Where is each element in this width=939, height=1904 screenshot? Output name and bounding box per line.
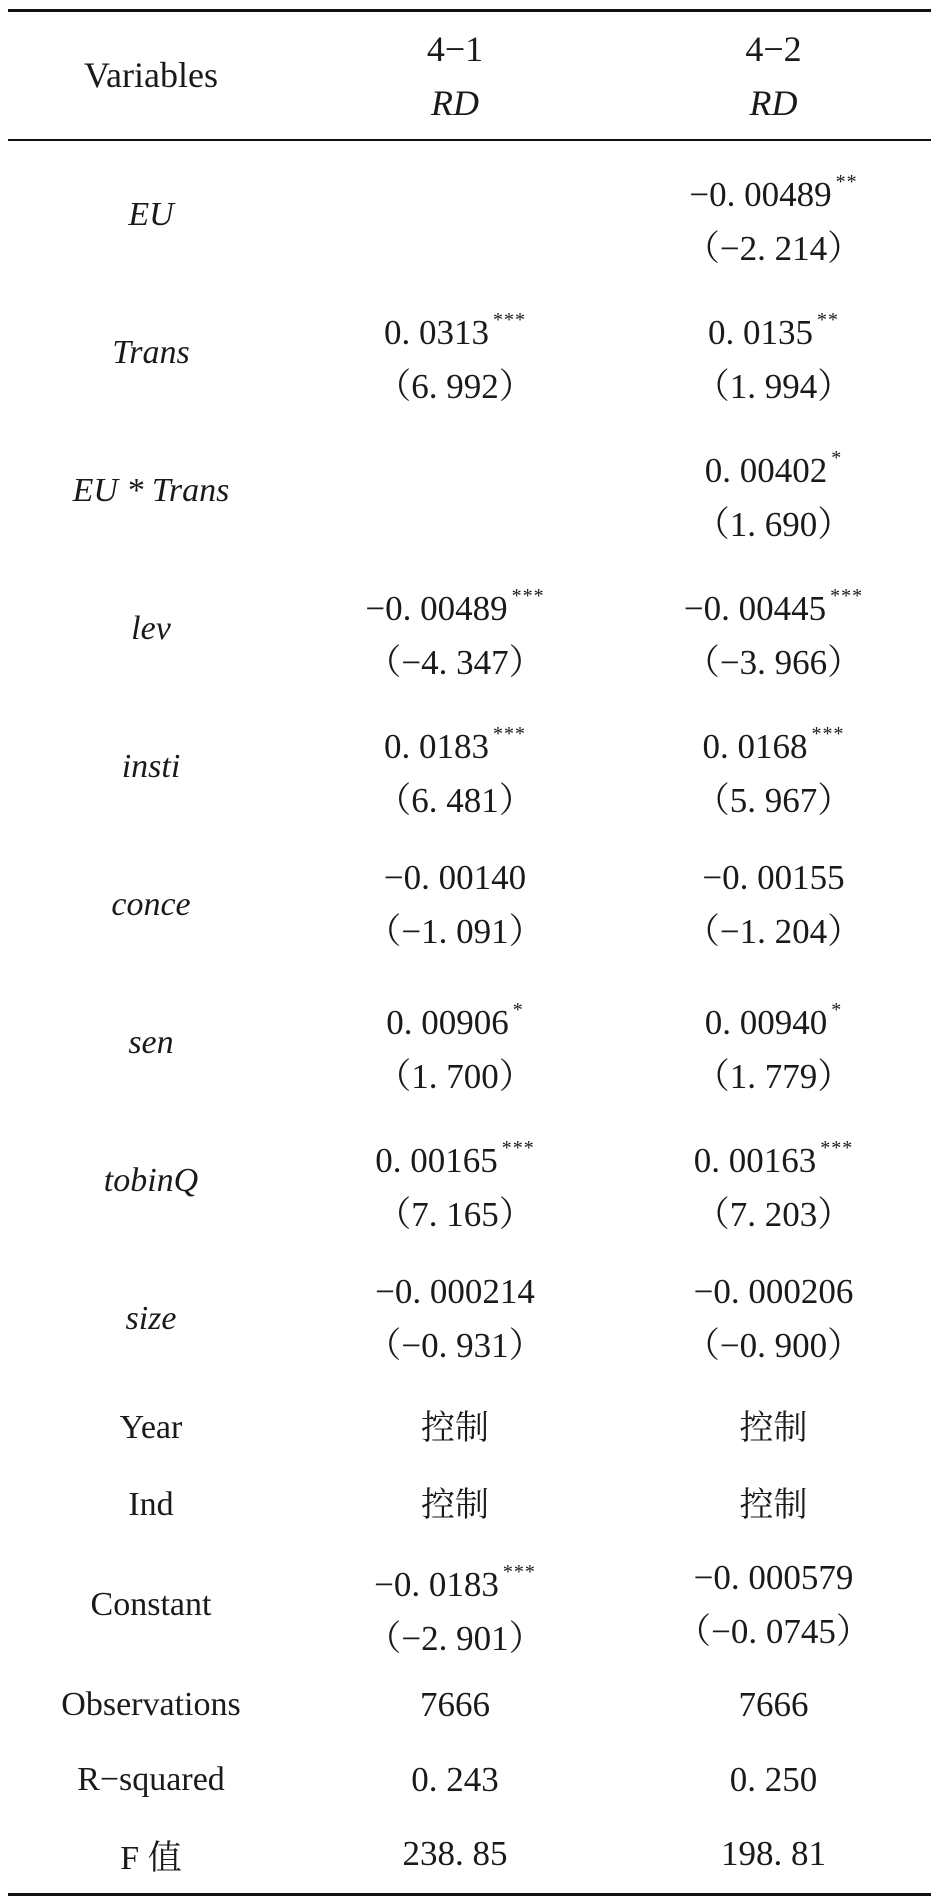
coefficient: 0. 00402 [704, 450, 828, 490]
table-row [8, 974, 931, 1112]
coefficient: 控制 [421, 1485, 489, 1525]
significance-stars: *** [502, 1560, 536, 1583]
significance-stars: *** [811, 722, 845, 745]
significance-stars: *** [830, 584, 864, 607]
significance-stars: * [831, 998, 843, 1021]
coefficient: −0. 00140 [383, 858, 527, 897]
model-4-2-cell [616, 1742, 931, 1818]
variable-cell [8, 1112, 294, 1250]
significance-stars: ** [817, 308, 839, 331]
significance-stars: ** [835, 170, 858, 193]
coefficient: 0. 00940 [704, 1002, 828, 1042]
variable-name: Year [119, 1409, 183, 1446]
model-4-1-cell [294, 974, 616, 1112]
t-statistic: （−3. 966） [684, 642, 863, 682]
t-statistic: （6. 992） [376, 366, 534, 406]
t-statistic: （5. 967） [694, 780, 853, 820]
significance-stars: *** [820, 1136, 854, 1159]
model-4-2-header [616, 12, 931, 130]
model-4-2-cell [616, 836, 931, 974]
table-row [8, 836, 931, 974]
coefficient: 0. 243 [411, 1760, 499, 1799]
significance-stars: *** [511, 584, 545, 607]
variable-name: Ind [128, 1486, 174, 1523]
variable-cell [8, 1742, 294, 1818]
coefficient: 7666 [420, 1685, 490, 1724]
variable-name: Trans [112, 334, 190, 371]
coefficient: −0. 00489 [365, 588, 508, 628]
variable-cell [8, 1818, 294, 1890]
variable-name: insti [121, 748, 181, 785]
table-row [8, 1668, 931, 1742]
t-statistic: （−0. 900） [684, 1326, 863, 1365]
t-statistic: （−4. 347） [366, 642, 544, 682]
model-4-1-cell [294, 1112, 616, 1250]
table-row [8, 1542, 931, 1668]
model-4-2-cell [616, 1818, 931, 1890]
model-4-1-cell [294, 146, 616, 284]
table-row [8, 1112, 931, 1250]
table-row [8, 422, 931, 560]
table-row [8, 284, 931, 422]
table-row [8, 560, 931, 698]
table-row [8, 1250, 931, 1388]
model-4-2-cell [616, 1112, 931, 1250]
table-row [8, 146, 931, 284]
table-bottom-rule [8, 1893, 931, 1896]
variable-name: lev [131, 610, 171, 647]
coefficient: 0. 00906 [386, 1002, 509, 1042]
coefficient: 0. 250 [729, 1760, 818, 1799]
model-4-1-cell [294, 560, 616, 698]
model-4-2-cell [616, 698, 931, 836]
variable-cell [8, 836, 294, 974]
variable-name: tobinQ [103, 1162, 199, 1199]
t-statistic: （−1. 091） [366, 912, 544, 951]
model-4-2-cell [616, 1542, 931, 1668]
variable-name: R−squared [77, 1761, 225, 1798]
t-statistic: （6. 481） [376, 780, 534, 820]
coefficient: 198. 81 [721, 1834, 826, 1873]
coefficient: 238. 85 [402, 1834, 508, 1873]
coefficient: 0. 00163 [693, 1140, 817, 1180]
variable-cell [8, 1668, 294, 1742]
model-4-2-cell [616, 1668, 931, 1742]
model-4-1-cell [294, 1388, 616, 1468]
model-number: 4−1 [426, 29, 484, 69]
variable-name: size [125, 1300, 177, 1337]
coefficient: 7666 [738, 1685, 809, 1724]
variable-cell [8, 1388, 294, 1468]
model-4-2-cell [616, 1250, 931, 1388]
variable-name: F 值 [120, 1839, 182, 1877]
variable-name: Constant [90, 1586, 212, 1623]
t-statistic: （7. 203） [694, 1194, 853, 1234]
variables-header: Variables [84, 55, 218, 95]
variable-name: Observations [61, 1686, 241, 1723]
dependent-variable: RD [749, 83, 798, 123]
variable-cell [8, 698, 294, 836]
coefficient: −0. 0183 [374, 1564, 499, 1604]
significance-stars: *** [501, 1136, 535, 1159]
variable-cell [8, 974, 294, 1112]
model-4-1-cell [294, 1250, 616, 1388]
variable-name: sen [128, 1024, 174, 1061]
variable-cell [8, 1542, 294, 1668]
significance-stars: *** [493, 308, 526, 331]
significance-stars: * [831, 446, 843, 469]
t-statistic: （−2. 214） [684, 228, 863, 268]
t-statistic: （1. 779） [694, 1056, 853, 1096]
coefficient: 控制 [739, 1408, 808, 1448]
t-statistic: （−1. 204） [684, 912, 863, 951]
model-4-2-cell [616, 1388, 931, 1468]
t-statistic: （−0. 0745） [676, 1612, 871, 1651]
coefficient: −0. 00445 [683, 588, 827, 628]
t-statistic: （−0. 931） [366, 1326, 544, 1365]
model-number: 4−2 [745, 29, 802, 69]
coefficient: −0. 00155 [702, 858, 845, 897]
t-statistic: （1. 994） [694, 366, 853, 406]
coefficient: 0. 0183 [384, 726, 489, 766]
t-statistic: （−2. 901） [366, 1618, 544, 1658]
coefficient: −0. 00489 [689, 174, 832, 214]
coefficient: 0. 00165 [375, 1140, 498, 1180]
coefficient: 控制 [739, 1485, 808, 1525]
model-4-1-cell [294, 422, 616, 560]
coefficient: −0. 000206 [693, 1272, 854, 1311]
model-4-1-cell [294, 1742, 616, 1818]
table-header-rule [8, 139, 931, 141]
coefficient: −0. 000579 [693, 1558, 854, 1597]
coefficient: 0. 0135 [708, 312, 813, 352]
coefficient: −0. 000214 [375, 1272, 535, 1311]
table-row [8, 1468, 931, 1542]
model-4-1-cell [294, 1468, 616, 1542]
variable-name: conce [111, 886, 191, 923]
table-header [8, 12, 931, 139]
table-row [8, 1742, 931, 1818]
t-statistic: （7. 165） [376, 1194, 534, 1234]
model-4-2-cell [616, 422, 931, 560]
variable-cell [8, 1250, 294, 1388]
table-row [8, 1388, 931, 1468]
coefficient: 0. 0168 [702, 726, 808, 766]
significance-stars: * [512, 998, 524, 1021]
t-statistic: （1. 690） [694, 504, 853, 544]
model-4-2-cell [616, 284, 931, 422]
model-4-1-cell [294, 1818, 616, 1890]
variable-cell [8, 146, 294, 284]
model-4-2-cell [616, 560, 931, 698]
variable-cell [8, 1468, 294, 1542]
variable-name: EU [128, 196, 174, 233]
model-4-2-cell [616, 1468, 931, 1542]
dependent-variable: RD [431, 83, 479, 123]
model-4-1-cell [294, 284, 616, 422]
table-row [8, 698, 931, 836]
model-4-2-cell [616, 146, 931, 284]
variable-name: EU * Trans [72, 472, 230, 509]
model-4-1-cell [294, 836, 616, 974]
coefficient: 0. 0313 [384, 312, 489, 352]
significance-stars: *** [493, 722, 526, 745]
variable-cell [8, 284, 294, 422]
model-4-1-cell [294, 1668, 616, 1742]
table-row [8, 1818, 931, 1890]
model-4-1-cell [294, 698, 616, 836]
model-4-1-cell [294, 1542, 616, 1668]
variable-cell [8, 560, 294, 698]
model-4-1-header [294, 12, 616, 130]
t-statistic: （1. 700） [376, 1056, 534, 1096]
model-4-2-cell [616, 974, 931, 1112]
coefficient: 控制 [421, 1408, 489, 1448]
variable-cell [8, 422, 294, 560]
